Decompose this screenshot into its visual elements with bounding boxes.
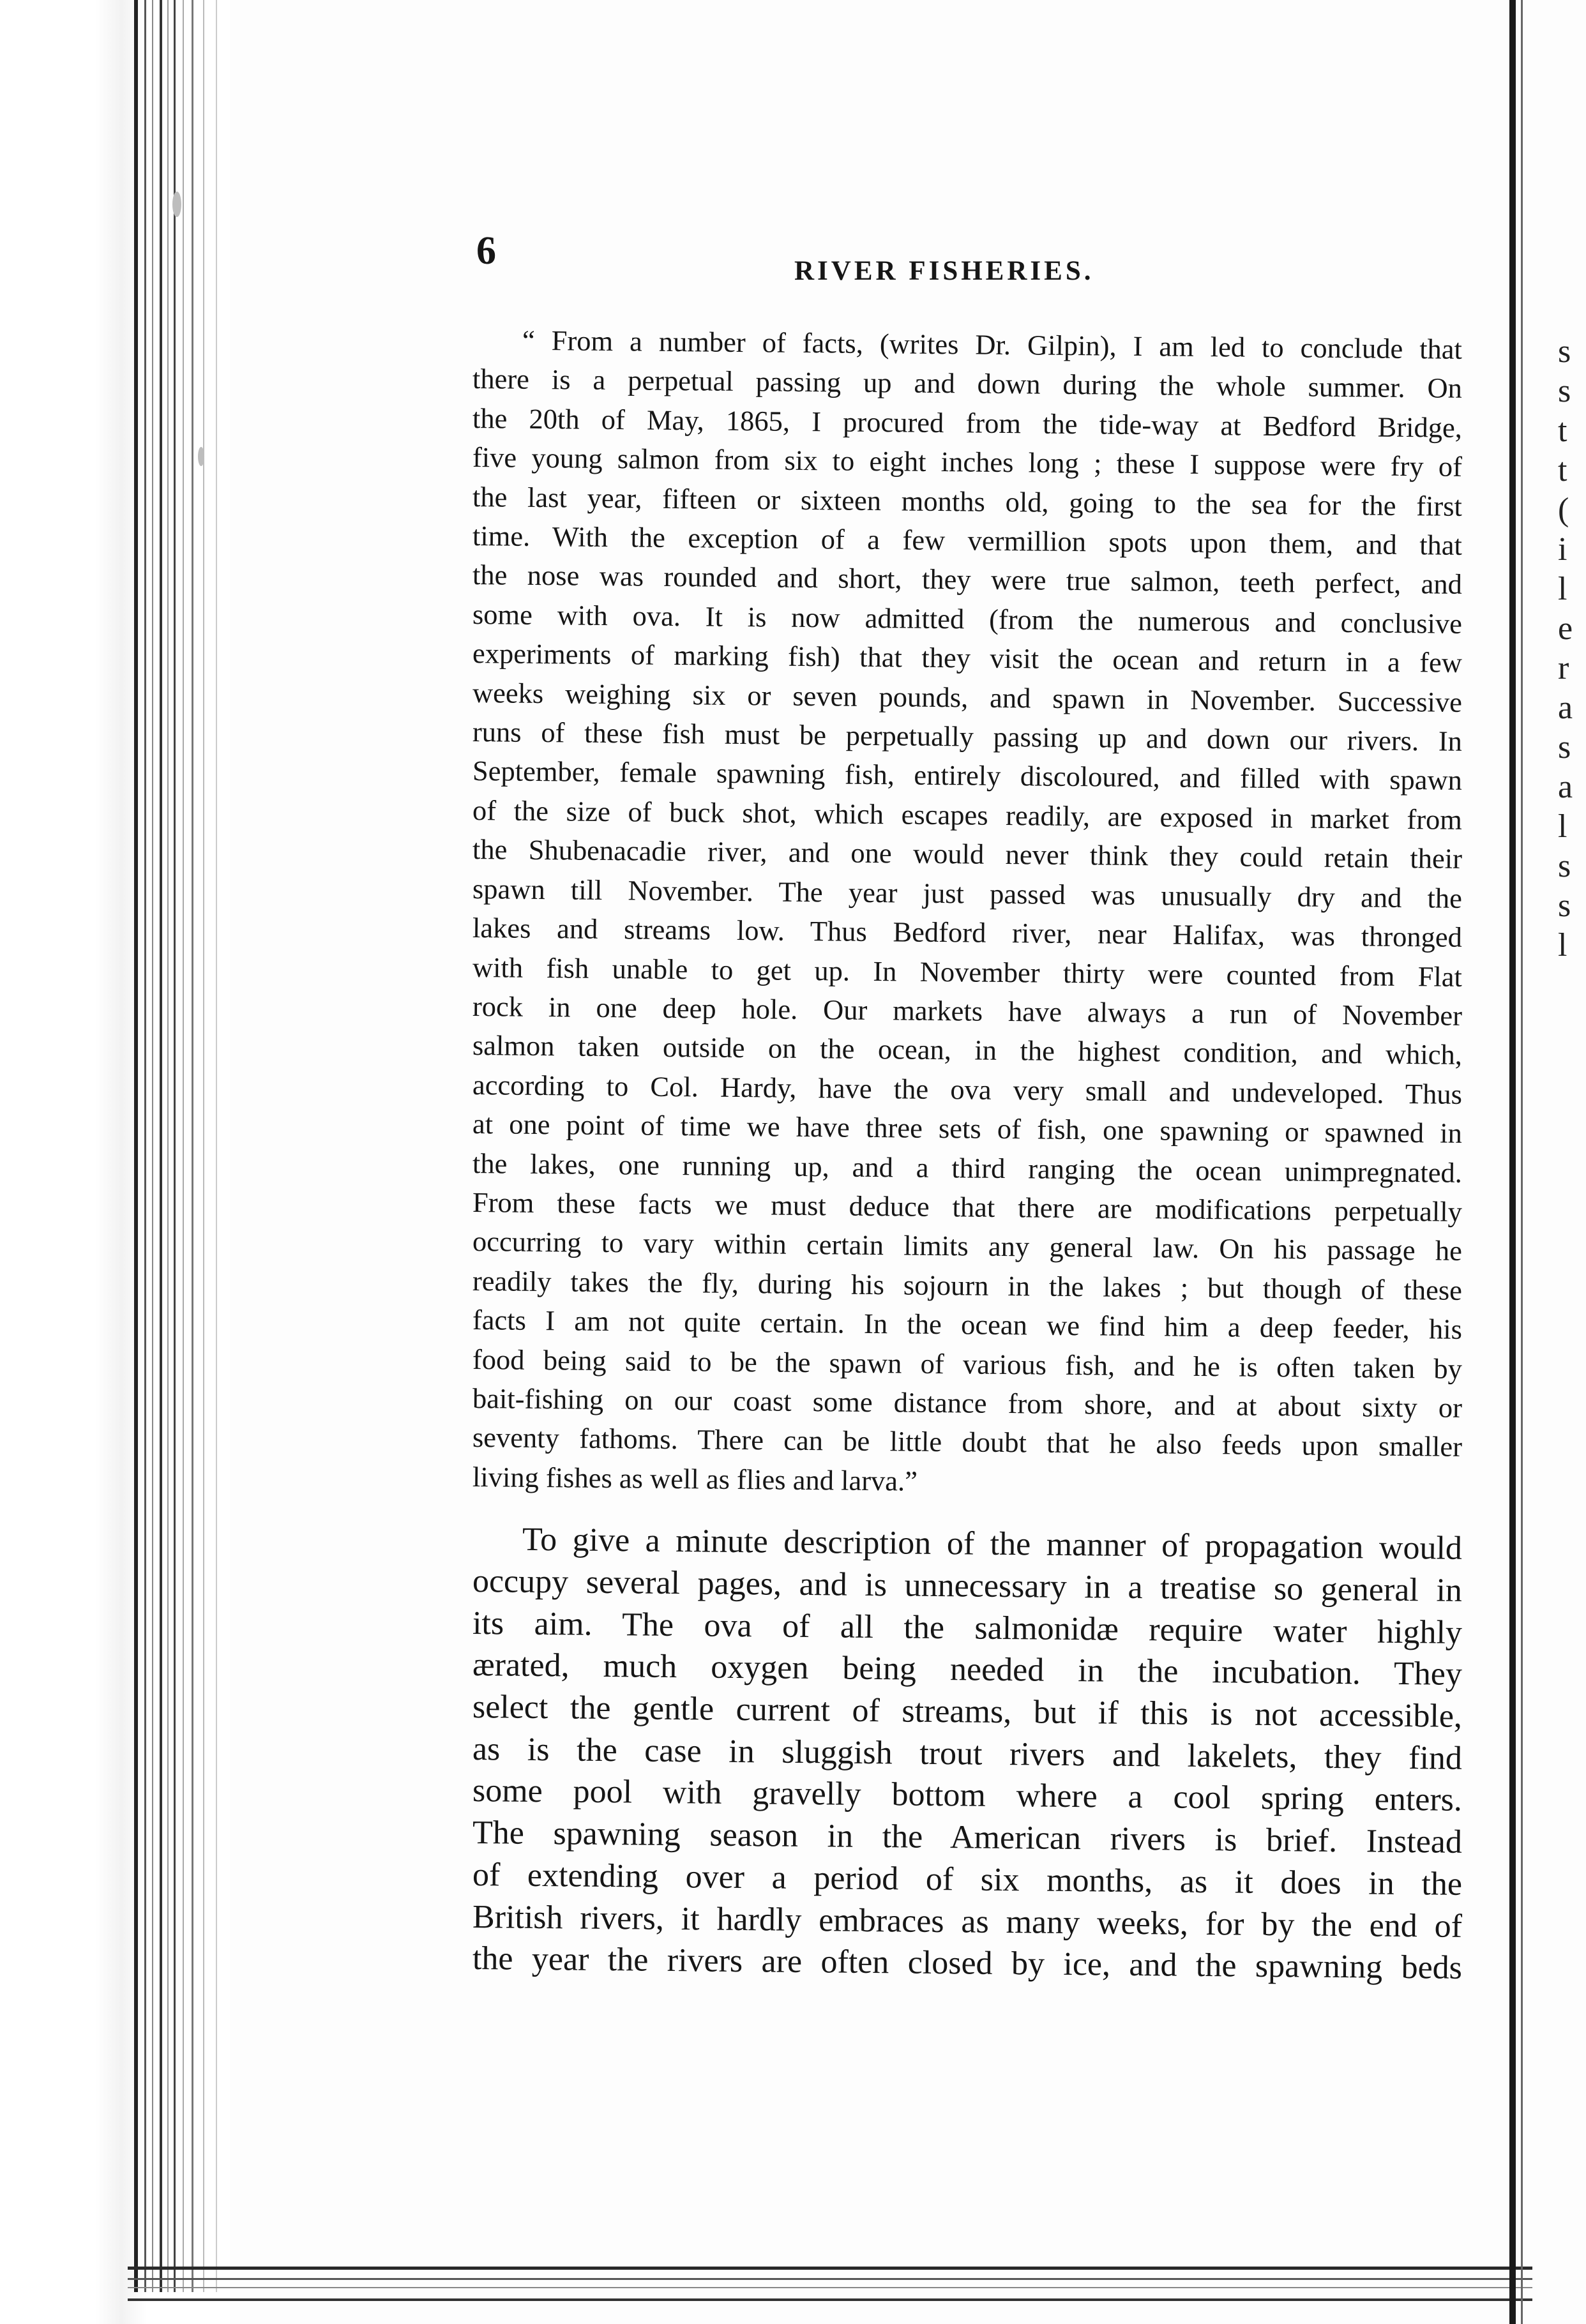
text-line: experiments of marking fish) that they visit the ocean and return in a few [472,637,1463,679]
quoted-paragraph [472,321,1462,1497]
bottom-page-edge [128,2278,1532,2280]
text-line: The spawning season in the American rivers is brief. Instead [472,1815,1463,1860]
adjacent-fragment: a [1558,769,1573,805]
text-line: From these facts we must deduce that there are modifications perpetually [472,1186,1463,1228]
body-paragraph [472,1518,1463,1987]
adjacent-fragment: s [1558,887,1571,924]
text-line: rock in one deep hole. Our markets have always a run of November [472,990,1463,1032]
text-line: according to Col. Hardy, have the ova very small and undeveloped. Thus [472,1068,1463,1110]
text-line: occupy several pages, and is unnecessary in a treatise so general in [472,1562,1463,1609]
text-line: ærated, much oxygen being needed in the incubation. They [472,1647,1463,1693]
scan-smudge [172,192,181,217]
adjacent-fragment: s [1558,729,1571,766]
text-line: weeks weighing six or seven pounds, and spawn in November. Successive [472,676,1463,718]
adjacent-fragment: t [1558,412,1567,449]
page-edge-line [134,0,138,2292]
text-line: facts I am not quite certain. In the ocean we find him a deep feeder, his [472,1304,1463,1346]
adjacent-fragment: ( [1558,492,1569,528]
text-line: “ From a number of facts, (writes Dr. Gilpin), I am led to conclude that [522,324,1463,365]
text-line: of the size of buck shot, which escapes readily, are exposed in market from [472,794,1463,836]
page-edge-line [167,0,169,2292]
adjacent-fragment: s [1558,373,1571,409]
adjacent-fragment: a [1558,690,1573,726]
text-line: some pool with gravelly bottom where a cool spring enters. [472,1772,1463,1819]
text-line: at one point of time we have three sets of fish, one spawning or spawned in [472,1108,1463,1150]
text-line: living fishes as well as flies and larva.” [472,1460,918,1497]
adjacent-page-fragments [1558,332,1586,965]
adjacent-fragment: l [1558,571,1567,607]
text-line: lakes and streams low. Thus Bedford river, near Halifax, was thronged [472,912,1463,953]
text-line: the lakes, one running up, and a third ranging the ocean unimpregnated. [472,1147,1463,1189]
text-line: the 20th of May, 1865, I procured from the tide-way at Bedford Bridge, [472,402,1463,444]
text-line: the year the rivers are often closed by ice, and the spawning beds [472,1940,1463,1987]
adjacent-fragment: e [1558,610,1573,647]
page-edge-line [144,0,146,2292]
page-edge-line [216,0,217,2292]
bottom-page-edge [128,2298,1532,2301]
page-number: 6 [476,229,497,273]
adjacent-fragment: l [1558,927,1567,963]
page-edge-line [152,0,153,2292]
binding-gutter-line [1521,0,1523,2324]
text-line: its aim. The ova of all the salmonidæ require water highly [472,1604,1463,1651]
page-edge-line [160,0,162,2292]
page-edge-line [203,0,204,2292]
text-line: British rivers, it hardly embraces as many weeks, for by the end of [472,1898,1463,1945]
text-line: time. With the exception of a few vermillion spots upon them, and that [472,520,1463,561]
text-line: seventy fathoms. There can be little doubt that he also feeds upon smaller [472,1421,1463,1463]
bottom-page-edge [128,2267,1532,2270]
page-body [472,321,1463,1987]
page-edge-line [183,0,184,2292]
text-line: with fish unable to get up. In November thirty were counted from Flat [472,951,1463,993]
running-head: RIVER FISHERIES. [794,256,1094,286]
text-line: bait-fishing on our coast some distance from shore, and at about sixty or [472,1382,1463,1424]
text-line: there is a perpetual passing up and down during the whole summer. On [472,363,1463,405]
adjacent-fragment: r [1558,650,1569,686]
scan-smudge [198,447,204,466]
binding-gutter-line [1509,0,1516,2324]
text-line: as is the case in sluggish trout rivers and lakelets, they find [472,1730,1463,1777]
text-line: some with ova. It is now admitted (from the numerous and conclusive [472,598,1463,640]
text-line: five young salmon from six to eight inches long ; these I suppose were fry of [472,441,1463,483]
text-line: the Shubenacadie river, and one would never think they could retain their [472,833,1463,875]
text-line: runs of these fish must be perpetually passing up and down our rivers. In [472,716,1463,757]
left-page-edges [0,0,230,2324]
text-line: occurring to vary within certain limits any general law. On his passage he [472,1225,1463,1267]
adjacent-fragment: t [1558,452,1567,488]
text-line: food being said to be the spawn of various fish, and he is often taken by [472,1343,1463,1385]
text-line: the nose was rounded and short, they were true salmon, teeth perfect, and [472,559,1463,601]
text-line: of extending over a period of six months, as it does in the [472,1856,1463,1903]
text-line: To give a minute description of the manner of propagation would [522,1521,1463,1567]
text-line: salmon taken outside on the ocean, in the highest condition, and which, [472,1029,1463,1071]
page-edge-line [174,0,176,2292]
text-line: readily takes the fly, during his sojourn in the lakes ; but though of these [472,1264,1463,1306]
adjacent-fragment: l [1558,808,1567,845]
text-line: spawn till November. The year just passed was unusually dry and the [472,872,1463,914]
adjacent-fragment: s [1558,333,1571,370]
bottom-page-edge [128,2287,1532,2288]
text-line: the last year, fifteen or sixteen months old, going to the sea for the first [472,480,1463,522]
page-edge-line [192,0,193,2292]
text-line: select the gentle current of streams, but if this is not accessible, [472,1689,1463,1735]
text-line: September, female spawning fish, entirely discoloured, and filled with spawn [472,755,1463,797]
adjacent-fragment: s [1558,848,1571,884]
adjacent-fragment: i [1558,531,1567,568]
